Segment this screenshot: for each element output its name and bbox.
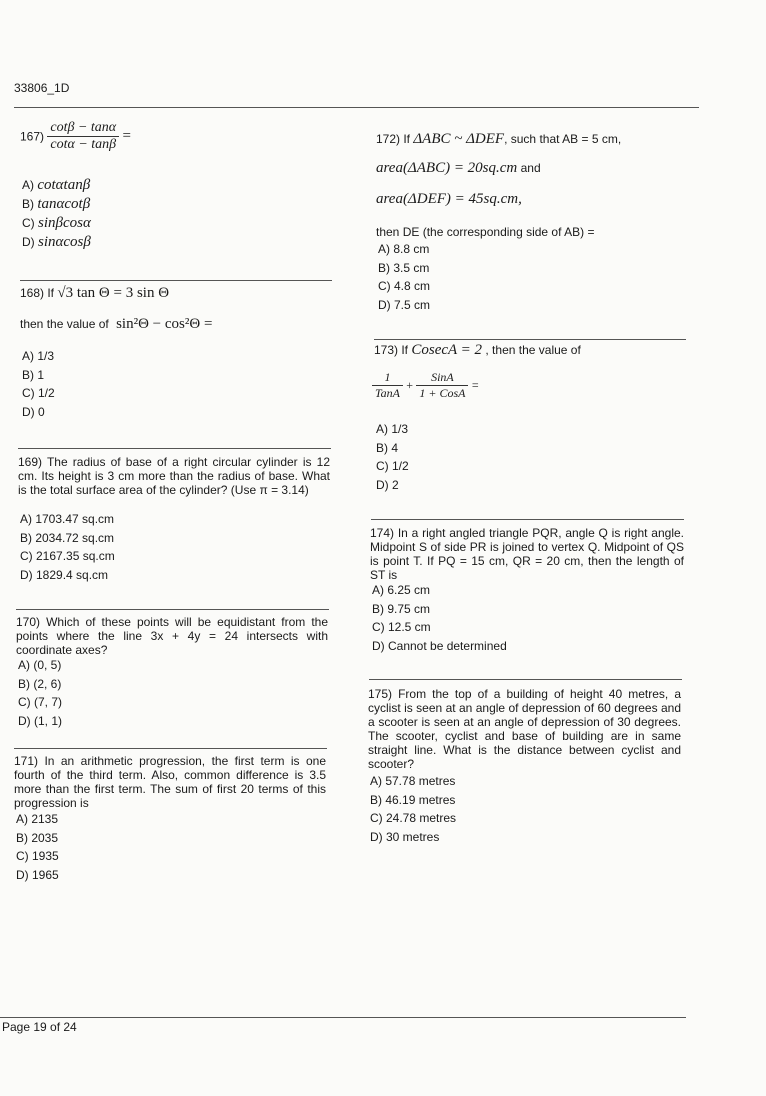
option[interactable]: D) Cannot be determined [372,638,507,653]
options-169 [20,510,115,584]
option[interactable]: B) 3.5 cm [378,260,430,275]
question-172: 172) If ΔABC ~ ΔDEF, such that AB = 5 cm, [376,131,622,147]
question-divider [371,519,684,520]
given-expression: CosecA = 2 [411,342,483,358]
option[interactable]: B) 2034.72 sq.cm [20,530,115,545]
question-170: 170) Which of these points will be equidistant from the points where the line 3x + 4y = 24 intersects with coordinate axes? [16,615,328,657]
area-abc: area(ΔABC) = 20sq.cm and [376,160,541,176]
option[interactable]: C) 2167.35 sq.cm [20,549,115,563]
option[interactable]: A) 57.78 metres [370,774,456,788]
option[interactable]: B) (2, 6) [18,676,62,691]
question-173: 173) If CosecA = 2 , then the value of [374,342,581,358]
options-173 [376,420,409,494]
question-divider [18,448,331,449]
question-number: 167) [20,129,45,144]
option[interactable]: D) (1, 1) [18,713,63,728]
option[interactable]: D) 7.5 cm [378,297,431,312]
option[interactable]: B) 9.75 cm [372,601,431,616]
option[interactable]: B) 2035 [16,830,59,845]
question-divider [20,280,332,281]
header-divider [14,107,699,108]
option[interactable]: B) 4 [376,440,399,455]
options-171 [16,810,59,884]
options-175 [370,772,456,846]
question-175: 175) From the top of a building of height 40 metres, a cyclist is seen at an angle of depression of 60 degrees and a scooter is seen at an angle of depression of 30 degrees. The scooter, cyclist and base of building are in same straight line. What is the distance between cyclist and scooter? [368,687,681,771]
option[interactable]: C) sinβcosα [22,215,91,231]
option[interactable]: C) 24.78 metres [370,811,457,825]
option[interactable]: A) 6.25 cm [372,583,431,597]
similarity-expression: ΔABC ~ ΔDEF [413,131,505,147]
option[interactable]: C) (7, 7) [18,695,63,709]
option[interactable]: B) 46.19 metres [370,792,456,807]
option[interactable]: B) 1 [22,367,45,382]
fraction: $\frac{1}{\text{TanA}}$ [372,370,403,401]
question-168: 168) If √3 tan Θ = 3 sin Θ [20,285,170,301]
question-168-line2: then the value of sin²Θ − cos²Θ = [20,316,213,332]
fraction: $\frac{\cot\beta - \tan\alpha}{\cot\alpha - \tan\beta}$ [47,120,119,153]
option[interactable]: C) 1/2 [22,386,55,400]
option[interactable]: A) 1703.47 sq.cm [20,512,115,526]
option[interactable]: D) 2 [376,477,399,492]
option[interactable]: C) 1935 [16,849,59,863]
options-174 [372,581,507,655]
option[interactable]: D) 1965 [16,867,59,882]
option[interactable]: C) 12.5 cm [372,620,431,634]
option[interactable]: A) cotαtanβ [22,177,91,193]
option[interactable]: A) 2135 [16,812,59,826]
page-number: Page 19 of 24 [2,1020,77,1034]
question-divider [14,748,327,749]
options-168 [22,347,55,421]
expression: sin²Θ − cos²Θ = [116,316,213,332]
question-172-then: then DE (the corresponding side of AB) = [376,225,595,239]
option[interactable]: A) (0, 5) [18,658,62,672]
option[interactable]: C) 1/2 [376,459,409,473]
option[interactable]: D) 30 metres [370,829,440,844]
fraction: $\frac{\text{SinA}}{\text{1 + CosA}}$ [416,370,468,401]
option[interactable]: A) 1/3 [376,422,409,436]
question-174: 174) In a right angled triangle PQR, angle Q is right angle. Midpoint S of side PR is joined to vertex Q. Midpoint of QS is point T. If PQ = 15 cm, QR = 20 cm, then the length of ST is [370,526,684,582]
equation: √3 tan Θ = 3 sin Θ [57,285,170,301]
question-171: 171) In an arithmetic progression, the first term is one fourth of the third term. Also, common difference is 3.5 more than the first term. The sum of first 20 terms of this progression is [14,754,326,810]
question-167: 167) $\frac{\cot\beta - \tan\alpha}{\cot\alpha - \tan\beta}$ = [20,120,131,152]
document-code: 33806_1D [14,81,70,95]
area-def: area(ΔDEF) = 45sq.cm, [376,191,522,207]
question-divider [374,339,686,340]
question-169: 169) The radius of base of a right circular cylinder is 12 cm. Its height is 3 cm more than the radius of base. What is the total surface area of the cylinder? (Use π = 3.14) [18,455,330,497]
question-divider [369,679,682,680]
footer-divider [0,1017,686,1018]
options-167 [22,176,91,252]
option[interactable]: D) 1829.4 sq.cm [20,567,109,582]
option[interactable]: A) 8.8 cm [378,242,430,256]
option[interactable]: A) 1/3 [22,349,55,363]
option[interactable]: C) 4.8 cm [378,279,431,293]
question-173-expression: $\frac{1}{\text{TanA}}$ + $\frac{\text{SinA}}{\text{1 + CosA}}$ = [372,370,479,401]
option[interactable]: B) tanαcotβ [22,196,91,212]
option[interactable]: D) sinαcosβ [22,234,91,250]
option[interactable]: D) 0 [22,404,45,419]
question-divider [16,609,329,610]
options-170 [18,656,62,730]
options-172 [378,240,430,314]
